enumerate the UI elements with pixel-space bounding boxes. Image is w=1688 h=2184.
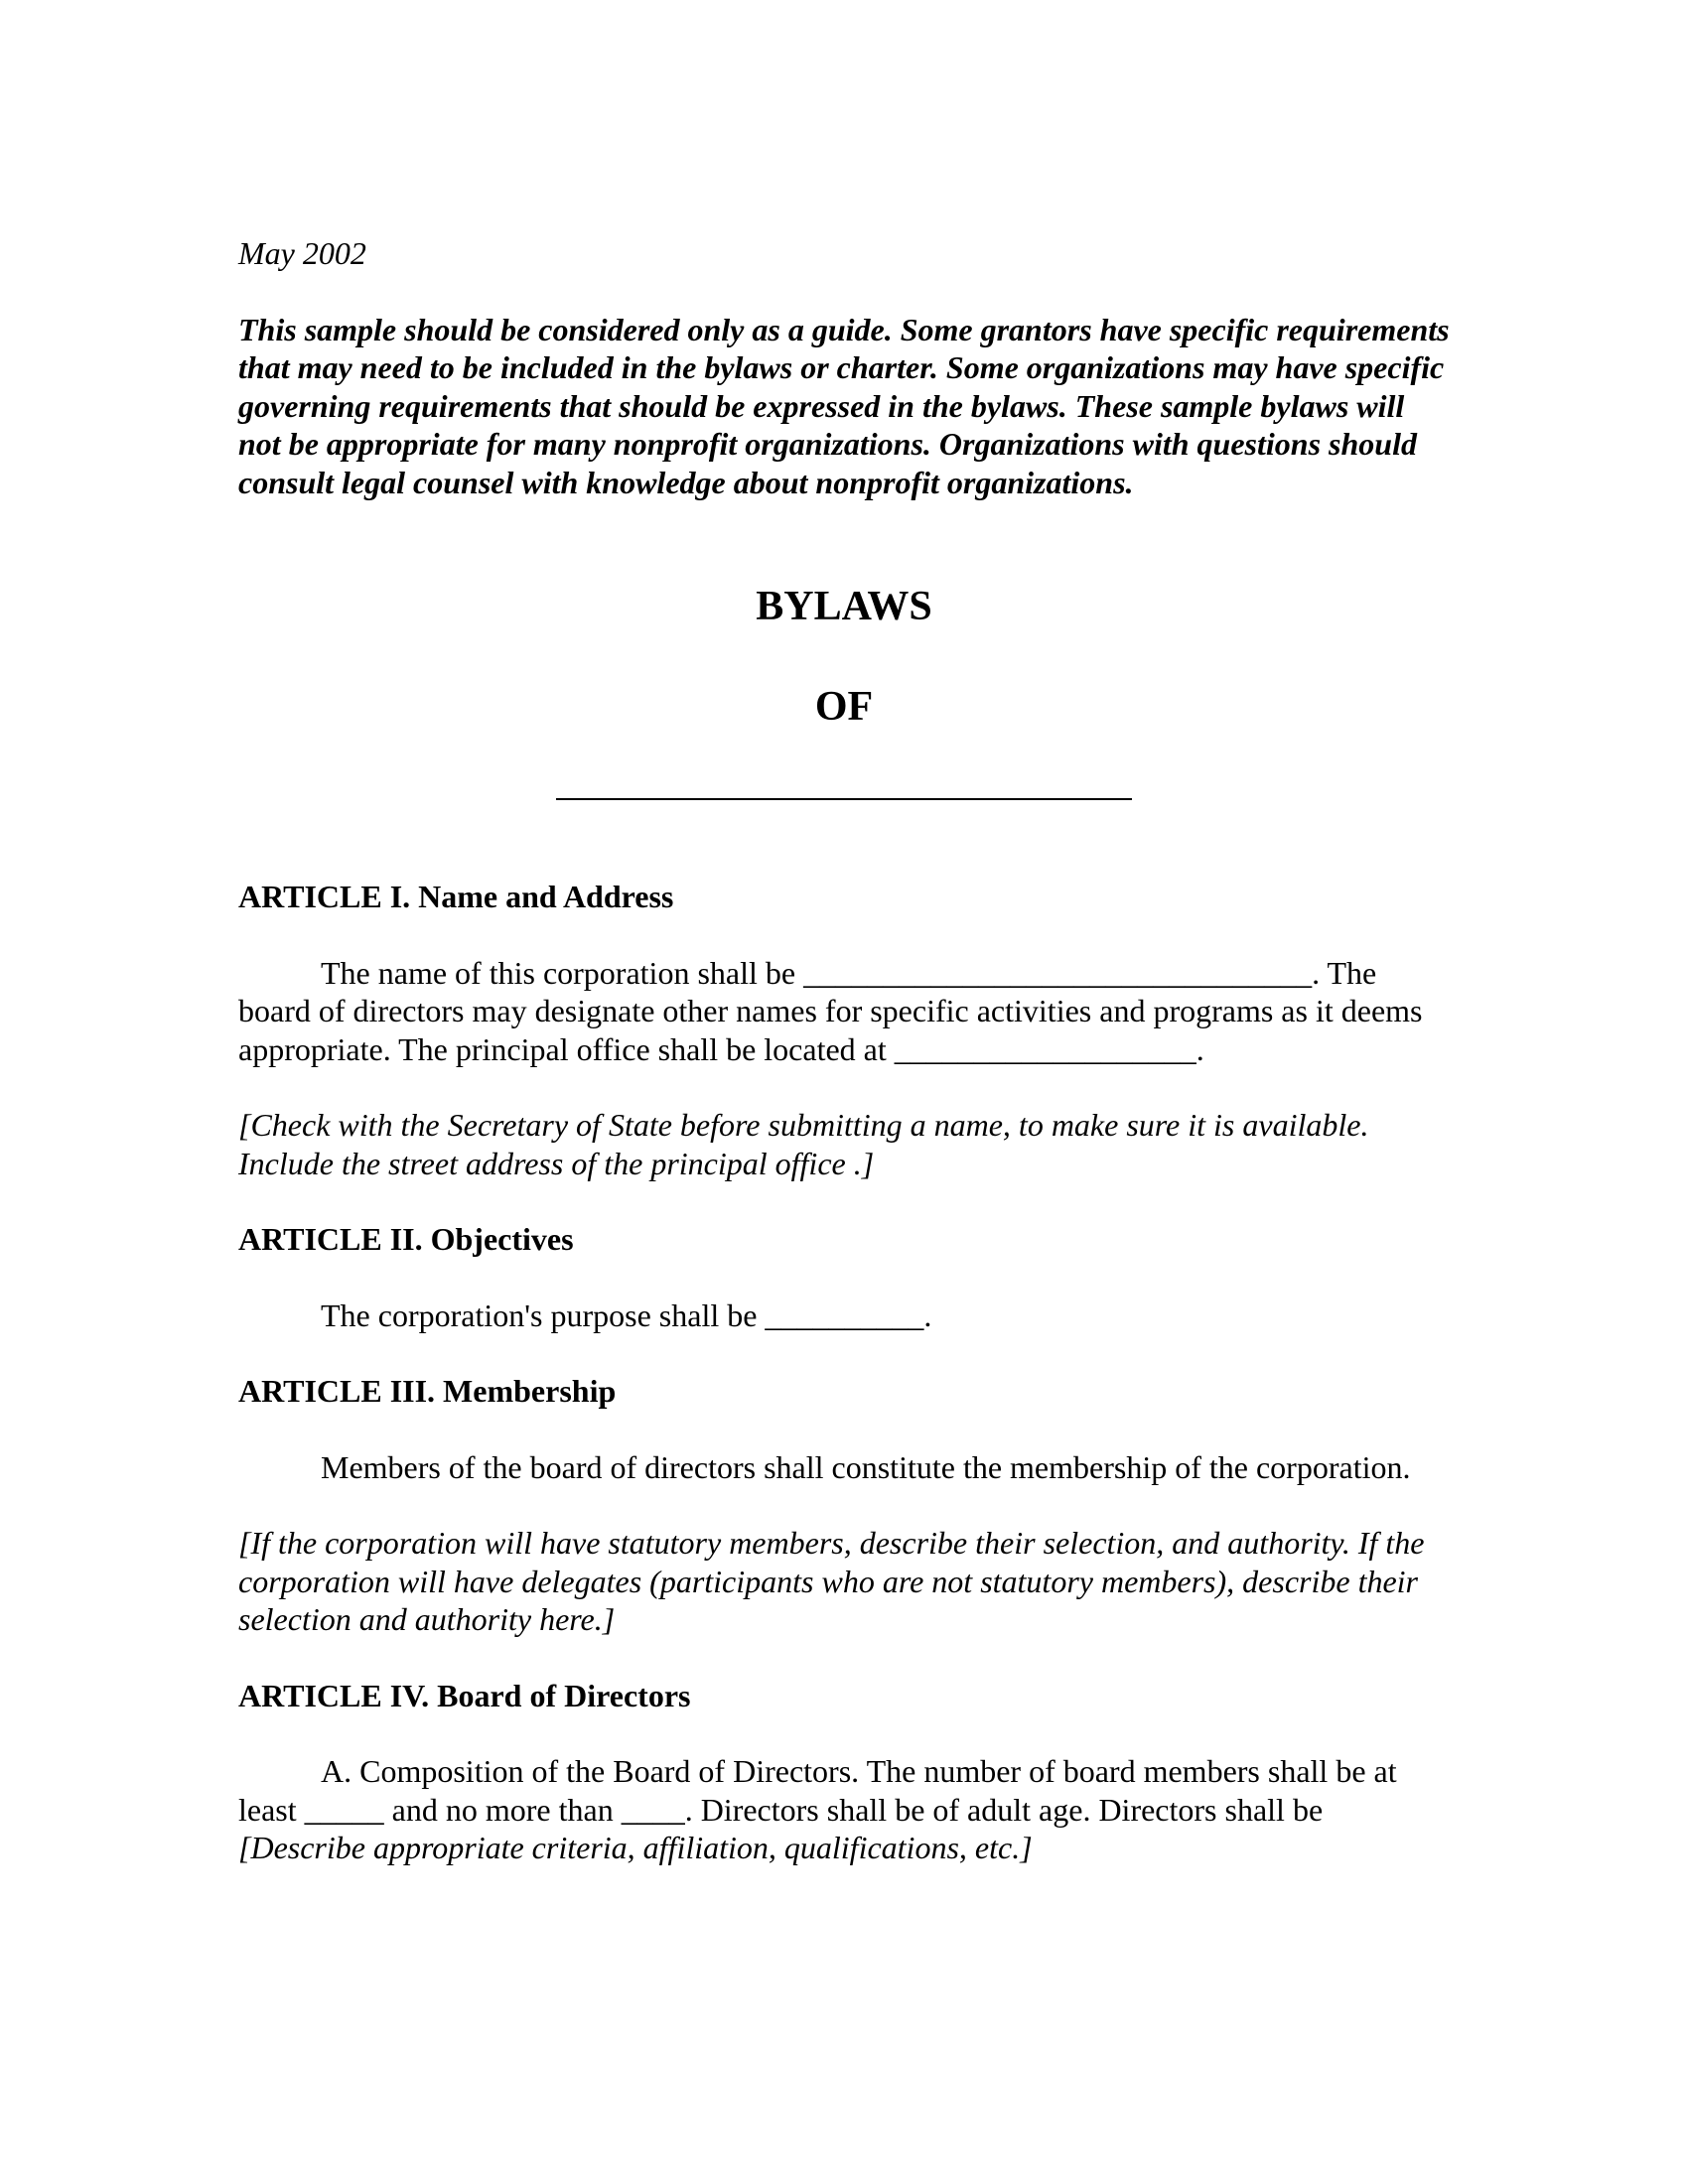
article-3-body: Members of the board of directors shall constitute the membership of the corporation. (321, 1448, 1411, 1485)
article-1-note: [Check with the Secretary of State before submitting a name, to make sure it is available. Include the street address of the principal office .] (238, 1107, 1369, 1181)
article-3-heading: ARTICLE III. Membership (238, 1373, 617, 1409)
article-4-note: [Describe appropriate criteria, affiliation, qualifications, etc.] (238, 1830, 1033, 1865)
organization-name-blank-line (556, 798, 1132, 800)
disclaimer-paragraph: This sample should be considered only as a guide. Some grantors have specific requirements that may need to be included in the bylaws or charter. Some organizations may have specific governing requirements that should be expressed in the bylaws. These sample bylaws will not be appropriate for many nonprofit organizations. Organizations with questions should consult legal counsel with knowledge about nonprofit organizations. (238, 311, 1450, 500)
article-1-body: The name of this corporation shall be ________________________________. The board of directors may designate other names for specific activities and programs as it deems appropriate. The principal office shall be located at ___________________. (238, 954, 1423, 1067)
article-2-body: The corporation's purpose shall be __________. (321, 1297, 932, 1333)
document-title: BYLAWS (756, 584, 932, 629)
article-4-heading: ARTICLE IV. Board of Directors (238, 1677, 691, 1713)
article-4-body: A. Composition of the Board of Directors. The number of board members shall be at least _____ and no more than ____. Directors shall be of adult age. Directors shall be (238, 1753, 1397, 1828)
article-2-heading: ARTICLE II. Objectives (238, 1221, 574, 1257)
document-title-of: OF (814, 684, 874, 730)
document-date: May 2002 (238, 235, 366, 271)
article-3-note: [If the corporation will have statutory members, describe their selection, and authority. If the corporation will have delegates (participants who are not statutory members), describe their selection and authority here.] (238, 1525, 1425, 1637)
article-1-heading: ARTICLE I. Name and Address (238, 879, 674, 914)
